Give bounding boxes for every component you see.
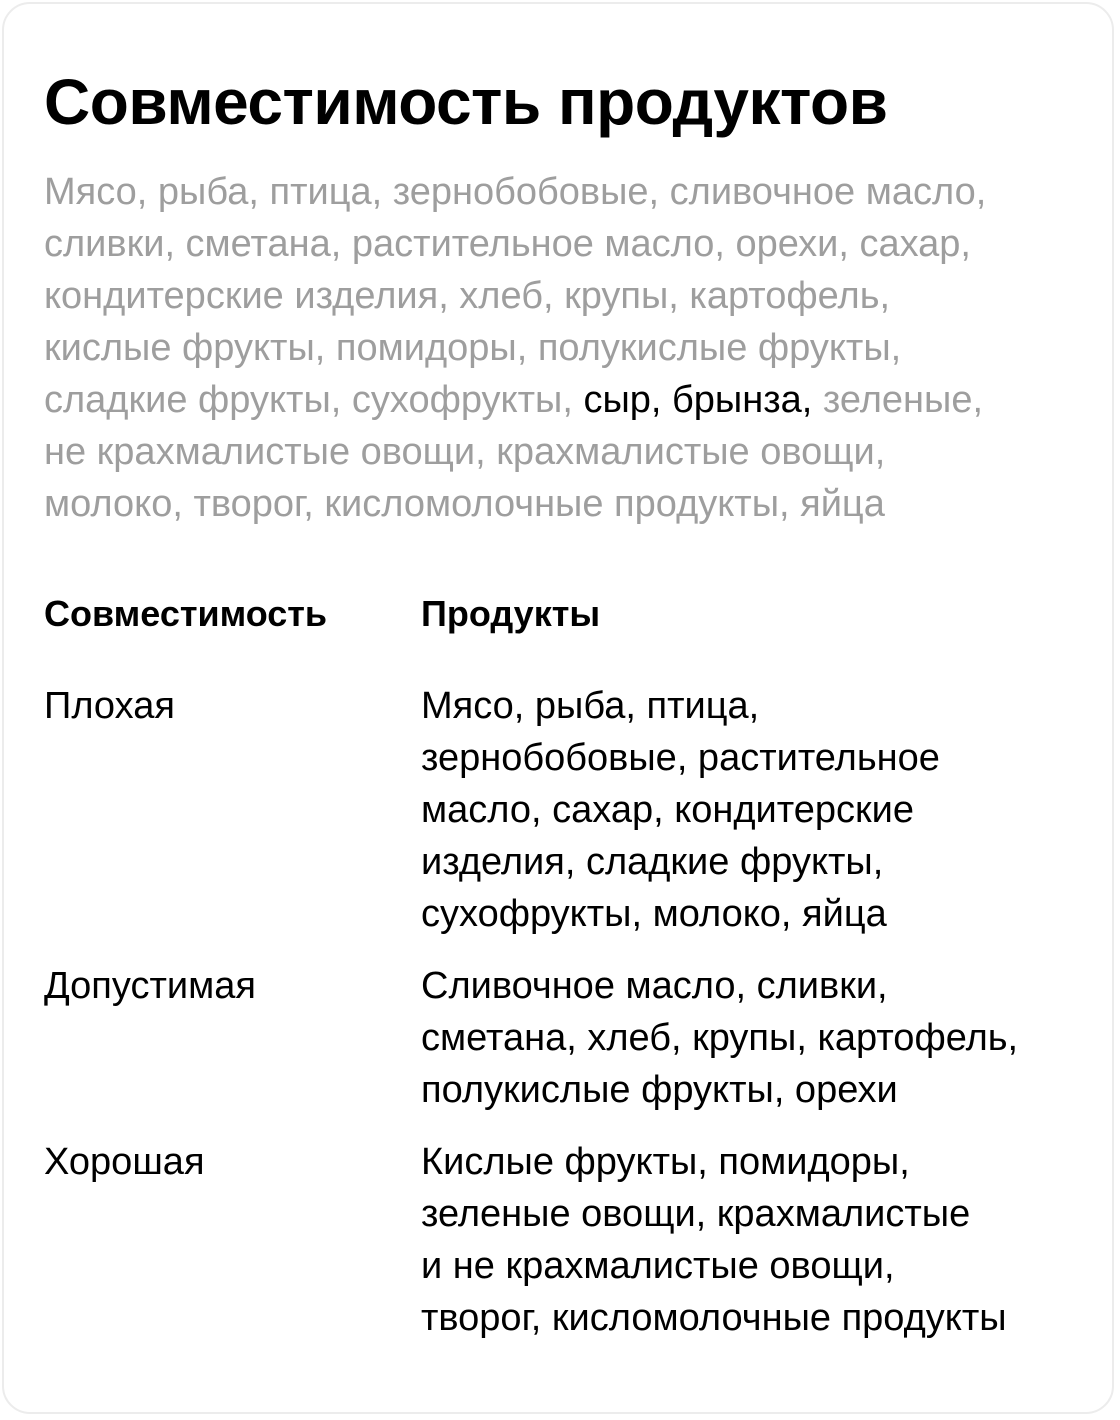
table-header <box>44 588 1104 640</box>
compatibility-card <box>2 2 1114 1414</box>
products-line: Мясо, рыба, птица, <box>421 685 760 727</box>
products-line: масло, сахар, кондитерские <box>421 789 914 831</box>
products-line: сметана, хлеб, крупы, картофель, <box>421 1017 1019 1059</box>
page-title: Совместимость продуктов <box>44 66 888 138</box>
product-list-line: кондитерские изделия, хлеб, крупы, картофель, <box>44 275 891 317</box>
products-line: зернобобовые, растительное <box>421 737 940 779</box>
product-list-line: кислые фрукты, помидоры, полукислые фрукты, <box>44 327 902 369</box>
product-list-line: Мясо, рыба, птица, зернобобовые, сливочное масло, <box>44 171 987 213</box>
product-list-paragraph <box>44 166 1084 530</box>
compatibility-label: Хорошая <box>44 1141 205 1183</box>
product-list-line: сливки, сметана, растительное масло, орехи, сахар, <box>44 223 971 265</box>
header-compatibility: Совместимость <box>44 593 328 634</box>
product-list-text: зеленые, <box>812 379 984 421</box>
product-list-text: сладкие фрукты, сухофрукты, <box>44 379 584 421</box>
product-list-line <box>44 374 1084 426</box>
compatibility-label: Плохая <box>44 685 175 727</box>
products-cell <box>421 960 1018 1116</box>
products-line: творог, кисломолочные продукты <box>421 1297 1007 1339</box>
highlighted-products: сыр, брынза, <box>583 379 813 421</box>
compatibility-table <box>44 588 1104 1339</box>
products-line: и не крахмалистые овощи, <box>421 1245 895 1287</box>
products-line: зеленые овощи, крахмалистые <box>421 1193 971 1235</box>
products-line: Кислые фрукты, помидоры, <box>421 1141 910 1183</box>
products-line: сухофрукты, молоко, яйца <box>421 893 887 935</box>
products-line: изделия, сладкие фрукты, <box>421 841 884 883</box>
products-line: полукислые фрукты, орехи <box>421 1069 898 1111</box>
product-list-line: молоко, творог, кисломолочные продукты, яйца <box>44 483 885 525</box>
products-cell <box>421 680 940 940</box>
products-line: Сливочное масло, сливки, <box>421 965 888 1007</box>
compatibility-label: Допустимая <box>44 965 256 1007</box>
product-list-line: не крахмалистые овощи, крахмалистые овощи, <box>44 431 886 473</box>
products-cell <box>421 1136 1007 1344</box>
header-products: Продукты <box>421 593 601 634</box>
